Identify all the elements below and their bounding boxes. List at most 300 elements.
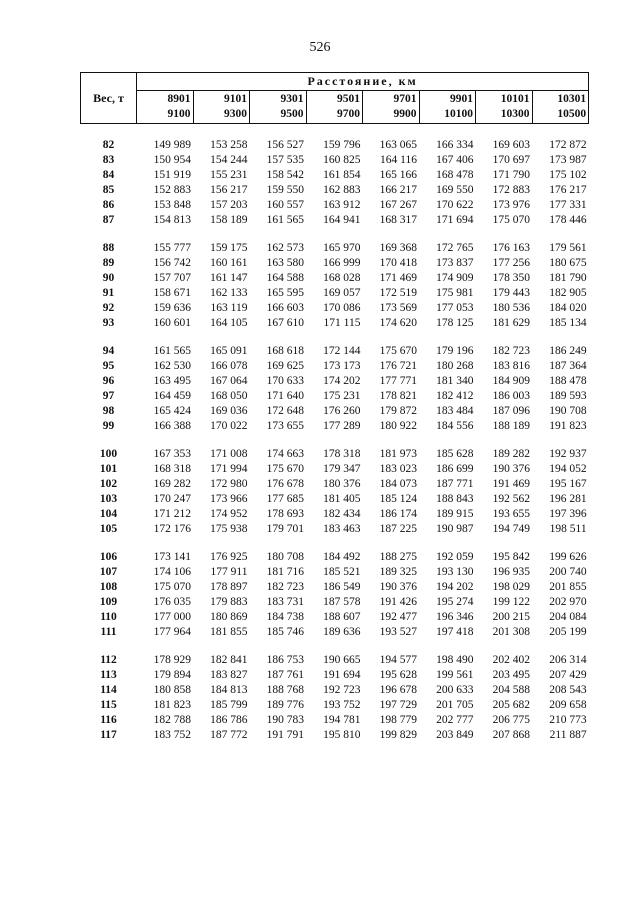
- value-cell: 189 325: [379, 566, 417, 578]
- value-cell: 184 556: [436, 420, 474, 432]
- value-cell: 161 854: [323, 169, 361, 181]
- value-cell: 168 028: [323, 272, 361, 284]
- value-cell: 178 125: [436, 317, 474, 329]
- value-cell: 210 773: [549, 714, 587, 726]
- weight-cell: 97: [102, 390, 115, 402]
- table-row: [81, 419, 589, 434]
- value-cell: 192 059: [436, 551, 474, 563]
- weight-cell: 102: [99, 478, 118, 490]
- value-cell: 182 723: [266, 581, 304, 593]
- value-cell: 181 855: [210, 626, 248, 638]
- weight-cell: 103: [99, 493, 118, 505]
- value-cell: 191 694: [323, 669, 361, 681]
- weight-cell: 88: [102, 242, 115, 254]
- value-cell: 184 020: [549, 302, 587, 314]
- value-cell: 159 175: [210, 242, 248, 254]
- distance-range-header: [193, 91, 250, 124]
- value-cell: 171 790: [492, 169, 530, 181]
- value-cell: 206 775: [492, 714, 530, 726]
- value-cell: 173 987: [549, 154, 587, 166]
- value-cell: 191 426: [379, 596, 417, 608]
- value-cell: 189 282: [492, 448, 530, 460]
- table-row: [81, 374, 589, 389]
- value-cell: 183 023: [379, 463, 417, 475]
- table-row: [81, 344, 589, 359]
- value-cell: 172 980: [210, 478, 248, 490]
- value-cell: 203 495: [492, 669, 530, 681]
- value-cell: 179 347: [323, 463, 361, 475]
- table-body: [81, 138, 589, 743]
- value-cell: 192 562: [492, 493, 530, 505]
- value-cell: 173 966: [210, 493, 248, 505]
- weight-cell: 91: [102, 287, 115, 299]
- value-cell: 153 258: [210, 139, 248, 151]
- value-cell: 185 628: [436, 448, 474, 460]
- table-row: [81, 522, 589, 537]
- value-cell: 179 443: [492, 287, 530, 299]
- value-cell: 192 937: [549, 448, 587, 460]
- range-from: 9901: [450, 93, 473, 105]
- value-cell: 180 536: [492, 302, 530, 314]
- value-cell: 198 511: [549, 523, 587, 535]
- value-cell: 192 477: [379, 611, 417, 623]
- value-cell: 204 588: [492, 684, 530, 696]
- value-cell: 151 919: [153, 169, 191, 181]
- value-cell: 160 557: [266, 199, 304, 211]
- value-cell: 199 626: [549, 551, 587, 563]
- value-cell: 178 821: [379, 390, 417, 402]
- weight-cell: 116: [100, 714, 117, 726]
- value-cell: 205 682: [492, 699, 530, 711]
- table-row: [81, 698, 589, 713]
- value-cell: 176 035: [153, 596, 191, 608]
- value-cell: 189 636: [323, 626, 361, 638]
- value-cell: 165 970: [323, 242, 361, 254]
- value-cell: 184 813: [210, 684, 248, 696]
- value-cell: 160 601: [153, 317, 191, 329]
- value-cell: 165 595: [266, 287, 304, 299]
- table-row: [81, 404, 589, 419]
- value-cell: 196 346: [436, 611, 474, 623]
- value-cell: 179 561: [549, 242, 587, 254]
- table-row: [81, 668, 589, 683]
- value-cell: 163 065: [379, 139, 417, 151]
- value-cell: 165 424: [153, 405, 191, 417]
- value-cell: 187 772: [210, 729, 248, 741]
- value-cell: 164 941: [323, 214, 361, 226]
- weight-cell: 111: [100, 626, 117, 638]
- value-cell: 173 837: [436, 257, 474, 269]
- value-cell: 198 779: [379, 714, 417, 726]
- value-cell: 198 029: [492, 581, 530, 593]
- distance-range-header: [250, 91, 307, 124]
- value-cell: 190 783: [266, 714, 304, 726]
- value-cell: 168 318: [153, 463, 191, 475]
- table-row: [81, 595, 589, 610]
- value-cell: 182 841: [210, 654, 248, 666]
- value-cell: 176 260: [323, 405, 361, 417]
- range-from: 9701: [393, 93, 417, 105]
- table-row: [81, 389, 589, 404]
- value-cell: 178 929: [153, 654, 191, 666]
- range-from: 10301: [557, 93, 587, 105]
- range-from: 8901: [167, 93, 191, 105]
- value-cell: 177 911: [210, 566, 248, 578]
- table-row: [81, 610, 589, 625]
- value-cell: 182 434: [323, 508, 361, 520]
- value-cell: 185 124: [379, 493, 417, 505]
- value-cell: 189 593: [549, 390, 587, 402]
- value-cell: 174 620: [379, 317, 417, 329]
- value-cell: 194 749: [492, 523, 530, 535]
- table-row: [81, 359, 589, 374]
- group-gap: [81, 434, 589, 447]
- distance-range-header: [363, 91, 420, 124]
- value-cell: 193 655: [492, 508, 530, 520]
- table-row: [81, 256, 589, 271]
- value-cell: 177 771: [379, 375, 417, 387]
- value-cell: 153 848: [153, 199, 191, 211]
- table-row: [81, 316, 589, 331]
- value-cell: 157 707: [153, 272, 191, 284]
- value-cell: 204 084: [549, 611, 587, 623]
- range-to: 9300: [224, 108, 247, 120]
- value-cell: 183 484: [436, 405, 474, 417]
- distance-range-row: [81, 91, 589, 124]
- value-cell: 203 849: [436, 729, 474, 741]
- value-cell: 161 147: [210, 272, 248, 284]
- value-cell: 158 189: [210, 214, 248, 226]
- value-cell: 186 003: [492, 390, 530, 402]
- weight-cell: 93: [102, 317, 115, 329]
- value-cell: 177 289: [323, 420, 361, 432]
- value-cell: 160 825: [323, 154, 361, 166]
- value-cell: 170 622: [436, 199, 474, 211]
- value-cell: 188 189: [492, 420, 530, 432]
- table-row: [81, 271, 589, 286]
- value-cell: 208 543: [549, 684, 587, 696]
- value-cell: 180 708: [266, 551, 304, 563]
- value-cell: 194 202: [436, 581, 474, 593]
- value-cell: 195 628: [379, 669, 417, 681]
- value-cell: 167 064: [210, 375, 248, 387]
- value-cell: 168 050: [210, 390, 248, 402]
- value-cell: 177 000: [153, 611, 191, 623]
- value-cell: 173 569: [379, 302, 417, 314]
- table-row: [81, 653, 589, 668]
- page-number: 526: [309, 40, 331, 55]
- value-cell: 175 981: [436, 287, 474, 299]
- value-cell: 179 701: [266, 523, 304, 535]
- value-cell: 170 633: [266, 375, 304, 387]
- value-cell: 206 314: [549, 654, 587, 666]
- value-cell: 161 565: [153, 345, 191, 357]
- value-cell: 162 530: [153, 360, 191, 372]
- table-row: [81, 683, 589, 698]
- value-cell: 185 134: [549, 317, 587, 329]
- value-cell: 189 915: [436, 508, 474, 520]
- weight-cell: 85: [102, 184, 115, 196]
- weight-cell: 110: [100, 611, 117, 623]
- value-cell: 152 883: [153, 184, 191, 196]
- value-cell: 196 678: [379, 684, 417, 696]
- value-cell: 180 268: [436, 360, 474, 372]
- value-cell: 167 406: [436, 154, 474, 166]
- table-row: [81, 550, 589, 565]
- value-cell: 175 070: [153, 581, 191, 593]
- value-cell: 173 141: [153, 551, 191, 563]
- value-cell: 182 723: [492, 345, 530, 357]
- value-cell: 179 872: [379, 405, 417, 417]
- value-cell: 159 796: [323, 139, 361, 151]
- value-cell: 177 964: [153, 626, 191, 638]
- table-row: [81, 183, 589, 198]
- group-gap: [81, 228, 589, 241]
- distance-range-header: [306, 91, 363, 124]
- value-cell: 200 215: [492, 611, 530, 623]
- group-gap: [81, 537, 589, 550]
- value-cell: 175 670: [379, 345, 417, 357]
- value-cell: 187 578: [323, 596, 361, 608]
- weight-cell: 105: [99, 523, 118, 535]
- value-cell: 171 008: [210, 448, 248, 460]
- value-cell: 163 119: [210, 302, 248, 314]
- value-cell: 180 922: [379, 420, 417, 432]
- value-cell: 193 527: [379, 626, 417, 638]
- value-cell: 187 225: [379, 523, 417, 535]
- value-cell: 188 607: [323, 611, 361, 623]
- table-row: [81, 168, 589, 183]
- table-row: [81, 198, 589, 213]
- weight-cell: 92: [102, 302, 115, 314]
- value-cell: 188 768: [266, 684, 304, 696]
- distance-column-header: Расстояние, км: [137, 73, 589, 91]
- value-cell: 191 823: [549, 420, 587, 432]
- value-cell: 184 738: [266, 611, 304, 623]
- value-cell: 187 096: [492, 405, 530, 417]
- value-cell: 175 231: [323, 390, 361, 402]
- table-row: [81, 153, 589, 168]
- value-cell: 184 073: [379, 478, 417, 490]
- value-cell: 196 281: [549, 493, 587, 505]
- value-cell: 200 633: [436, 684, 474, 696]
- value-cell: 171 994: [210, 463, 248, 475]
- value-cell: 181 973: [379, 448, 417, 460]
- value-cell: 183 827: [210, 669, 248, 681]
- value-cell: 195 810: [323, 729, 361, 741]
- distance-range-header: [419, 91, 476, 124]
- value-cell: 183 816: [492, 360, 530, 372]
- weight-cell: 117: [100, 729, 117, 741]
- table-row: [81, 301, 589, 316]
- value-cell: 182 412: [436, 390, 474, 402]
- value-cell: 176 163: [492, 242, 530, 254]
- table-row: [81, 138, 589, 153]
- weight-column-header: Вес, т: [81, 73, 137, 124]
- value-cell: 170 022: [210, 420, 248, 432]
- value-cell: 194 781: [323, 714, 361, 726]
- value-cell: 174 106: [153, 566, 191, 578]
- value-cell: 164 116: [380, 154, 417, 166]
- weight-cell: 114: [100, 684, 117, 696]
- value-cell: 186 249: [549, 345, 587, 357]
- range-from: 9101: [224, 93, 247, 105]
- distance-range-header: [476, 91, 533, 124]
- value-cell: 197 418: [436, 626, 474, 638]
- value-cell: 182 905: [549, 287, 587, 299]
- value-cell: 201 855: [549, 581, 587, 593]
- weight-cell: 89: [102, 257, 115, 269]
- value-cell: 202 777: [436, 714, 474, 726]
- weight-cell: 107: [99, 566, 118, 578]
- weight-cell: 95: [102, 360, 115, 372]
- value-cell: 181 340: [436, 375, 474, 387]
- value-cell: 157 535: [266, 154, 304, 166]
- weight-cell: 113: [100, 669, 117, 681]
- value-cell: 209 658: [549, 699, 587, 711]
- table-row: [81, 213, 589, 228]
- value-cell: 191 791: [266, 729, 304, 741]
- value-cell: 171 694: [436, 214, 474, 226]
- table-header: [81, 73, 589, 124]
- value-cell: 165 091: [210, 345, 248, 357]
- value-cell: 164 588: [266, 272, 304, 284]
- value-cell: 155 777: [153, 242, 191, 254]
- weight-cell: 99: [102, 420, 115, 432]
- value-cell: 176 678: [266, 478, 304, 490]
- range-to: 9700: [337, 108, 360, 120]
- value-cell: 172 872: [549, 139, 587, 151]
- table-row: [81, 286, 589, 301]
- value-cell: 166 217: [379, 184, 417, 196]
- value-cell: 188 275: [379, 551, 417, 563]
- value-cell: 198 490: [436, 654, 474, 666]
- value-cell: 167 353: [153, 448, 191, 460]
- weight-cell: 83: [102, 154, 115, 166]
- value-cell: 194 052: [549, 463, 587, 475]
- value-cell: 187 761: [266, 669, 304, 681]
- value-cell: 187 364: [549, 360, 587, 372]
- value-cell: 181 629: [492, 317, 530, 329]
- weight-cell: 94: [102, 345, 115, 357]
- value-cell: 179 196: [436, 345, 474, 357]
- value-cell: 207 868: [492, 729, 530, 741]
- value-cell: 171 115: [323, 317, 361, 329]
- header-spacer: [81, 124, 589, 139]
- value-cell: 167 267: [379, 199, 417, 211]
- value-cell: 199 561: [436, 669, 474, 681]
- value-cell: 177 331: [549, 199, 587, 211]
- value-cell: 169 550: [436, 184, 474, 196]
- value-cell: 188 478: [549, 375, 587, 387]
- value-cell: 169 625: [266, 360, 304, 372]
- value-cell: 163 912: [323, 199, 361, 211]
- value-cell: 164 105: [210, 317, 248, 329]
- value-cell: 193 130: [436, 566, 474, 578]
- value-cell: 183 731: [266, 596, 304, 608]
- value-cell: 177 053: [436, 302, 474, 314]
- range-to: 9900: [393, 108, 417, 120]
- range-from: 9501: [337, 93, 360, 105]
- weight-cell: 90: [102, 272, 115, 284]
- value-cell: 197 729: [379, 699, 417, 711]
- value-cell: 150 954: [153, 154, 191, 166]
- table-row: [81, 447, 589, 462]
- value-cell: 184 492: [323, 551, 361, 563]
- value-cell: 170 418: [379, 257, 417, 269]
- value-cell: 196 935: [492, 566, 530, 578]
- value-cell: 166 334: [436, 139, 474, 151]
- value-cell: 166 388: [153, 420, 191, 432]
- value-cell: 186 786: [210, 714, 248, 726]
- value-cell: 163 495: [153, 375, 191, 387]
- table-row: [81, 565, 589, 580]
- value-cell: 190 987: [436, 523, 474, 535]
- value-cell: 169 282: [153, 478, 191, 490]
- value-cell: 183 752: [153, 729, 191, 741]
- value-cell: 180 675: [549, 257, 587, 269]
- value-cell: 154 244: [210, 154, 248, 166]
- value-cell: 191 469: [492, 478, 530, 490]
- value-cell: 177 685: [266, 493, 304, 505]
- value-cell: 181 405: [323, 493, 361, 505]
- value-cell: 197 396: [549, 508, 587, 520]
- value-cell: 180 858: [153, 684, 191, 696]
- value-cell: 199 122: [492, 596, 530, 608]
- value-cell: 173 173: [323, 360, 361, 372]
- value-cell: 154 813: [153, 214, 191, 226]
- value-cell: 178 318: [323, 448, 361, 460]
- weight-cell: 98: [102, 405, 115, 417]
- value-cell: 175 670: [266, 463, 304, 475]
- value-cell: 172 883: [492, 184, 530, 196]
- value-cell: 169 368: [379, 242, 417, 254]
- value-cell: 174 909: [436, 272, 474, 284]
- value-cell: 157 203: [210, 199, 248, 211]
- value-cell: 186 699: [436, 463, 474, 475]
- value-cell: 192 723: [323, 684, 361, 696]
- distance-range-header: [137, 91, 194, 124]
- range-to: 10100: [444, 108, 473, 120]
- value-cell: 181 790: [549, 272, 587, 284]
- value-cell: 168 478: [436, 169, 474, 181]
- value-cell: 179 883: [210, 596, 248, 608]
- value-cell: 167 610: [266, 317, 304, 329]
- distance-range-header: [532, 91, 589, 124]
- weight-cell: 115: [100, 699, 117, 711]
- value-cell: 172 144: [323, 345, 361, 357]
- value-cell: 169 036: [210, 405, 248, 417]
- value-cell: 170 247: [153, 493, 191, 505]
- value-cell: 168 618: [266, 345, 304, 357]
- table-row: [81, 580, 589, 595]
- value-cell: 159 636: [153, 302, 191, 314]
- value-cell: 195 167: [549, 478, 587, 490]
- value-cell: 156 217: [210, 184, 248, 196]
- weight-cell: 104: [99, 508, 118, 520]
- value-cell: 174 663: [266, 448, 304, 460]
- value-cell: 176 925: [210, 551, 248, 563]
- value-cell: 168 317: [379, 214, 417, 226]
- value-cell: 201 705: [436, 699, 474, 711]
- value-cell: 202 402: [492, 654, 530, 666]
- value-cell: 193 752: [323, 699, 361, 711]
- table-row: [81, 477, 589, 492]
- value-cell: 178 897: [210, 581, 248, 593]
- value-cell: 172 519: [379, 287, 417, 299]
- value-cell: 189 776: [266, 699, 304, 711]
- value-cell: 176 217: [549, 184, 587, 196]
